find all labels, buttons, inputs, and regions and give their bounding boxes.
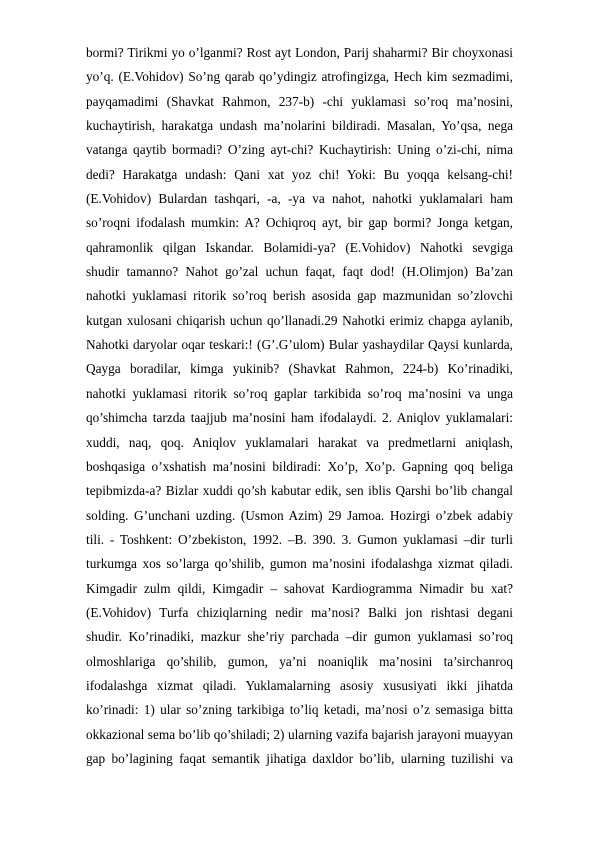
text-line-27: ifodalashga xizmat qiladi. Yuklamalarning asosiy xususiyati ikki jihatda <box>86 677 513 693</box>
text-line-8: so’roqni ifodalash mumkin: A? Ochiqroq ayt, bir gap bormi? Jonga ketgan, <box>86 215 513 231</box>
text-line-28: ko’rinadi: 1) ular so’zning tarkibiga to’liq ketadi, ma’nosi o’z semasiga bitta <box>86 702 513 718</box>
text-line-17: xuddi, naq, qoq. Aniqlov yuklamalari harakat va predmetlarni aniqlash, <box>86 434 513 450</box>
text-line-25: shudir. Ko’rinadiki, mazkur she’riy parchada –dir gumon yuklamasi so’roq <box>86 629 513 645</box>
text-line-26: olmoshlariga qo’shilib, gumon, ya’ni noaniqlik ma’nosini ta’sirchanroq <box>86 653 513 669</box>
text-line-13: Nahotki daryolar oqar teskari:! (G’.G’ulom) Bular yashaydilar Qaysi kunlarda, <box>86 337 513 353</box>
text-line-11: nahotki yuklamasi ritorik so’roq berish asosida gap mazmunidan so’zlovchi <box>86 288 513 304</box>
text-line-18: boshqasiga o’xshatish ma’nosini bildiradi: Xo’p, Xo’p. Gapning qoq beliga <box>86 458 513 474</box>
text-line-20: solding. G’unchani uzding. (Usmon Azim) 29 Jamoa. Hozirgi o’zbek adabiy <box>86 507 513 523</box>
text-line-4: kuchaytirish, harakatga undash ma’nolarini bildiradi. Masalan, Yo’qsa, nega <box>86 118 513 134</box>
text-line-9: qahramonlik qilgan Iskandar. Bolamidi-ya? (E.Vohidov) Nahotki sevgiga <box>86 239 513 255</box>
text-line-29: okkazional sema bo’lib qo’shiladi; 2) ularning vazifa bajarish jarayoni muayyan <box>86 726 513 742</box>
text-line-23: Kimgadir zulm qildi, Kimgadir – sahovat Kardiogramma Nimadir bu xat? <box>86 580 513 596</box>
text-line-10: shudir tamanno? Nahot go’zal uchun faqat, faqt dod! (H.Olimjon) Ba’zan <box>86 264 513 280</box>
text-line-6: dedi? Harakatga undash: Qani xat yoz chi! Yoki: Bu yoqqa kelsang-chi! <box>86 166 513 182</box>
text-line-2: yo’q. (E.Vohidov) So’ng qarab qo’ydingiz atrofingizga, Hech kim sezmadimi, <box>86 69 513 85</box>
document-page <box>86 41 513 771</box>
text-line-7: (E.Vohidov) Bulardan tashqari, -a, -ya va nahot, nahotki yuklamalari ham <box>86 191 513 207</box>
text-line-12: kutgan xulosani chiqarish uchun qo’llanadi.29 Nahotki erimiz chapga aylanib, <box>86 312 513 328</box>
text-line-3: payqamadimi (Shavkat Rahmon, 237-b) -chi yuklamasi so’roq ma’nosini, <box>86 93 513 109</box>
text-line-22: turkumga xos so’larga qo’shilib, gumon ma’nosini ifodalashga xizmat qiladi. <box>86 556 513 572</box>
text-line-30: gap bo’lagining faqat semantik jihatiga daxldor bo’lib, ularning tuzilishi va <box>86 750 513 766</box>
text-line-1: bormi? Tirikmi yo o’lganmi? Rost ayt London, Parij shaharmi? Bir choyxonasi <box>86 45 513 60</box>
text-line-21: tili. - Toshkent: O’zbekiston, 1992. –B. 390. 3. Gumon yuklamasi –dir turli <box>86 531 513 547</box>
text-line-19: tepibmizda-a? Bizlar xuddi qo’sh kabutar edik, sen iblis Qarshi bo’lib changal <box>86 483 513 499</box>
text-line-14: Qayga boradilar, kimga yukinib? (Shavkat Rahmon, 224-b) Ko’rinadiki, <box>86 361 513 377</box>
text-line-24: (E.Vohidov) Turfa chiziqlarning nedir ma’nosi? Balki jon rishtasi degani <box>86 604 513 620</box>
text-line-5: vatanga qaytib bormadi? O’zing ayt-chi? Kuchaytirish: Uning o’zi-chi, nima <box>86 142 513 158</box>
text-line-16: qo’shimcha tarzda taajjub ma’nosini ham ifodalaydi. 2. Aniqlov yuklamalari: <box>86 410 513 426</box>
body-text <box>86 41 513 771</box>
text-line-15: nahotki yuklamasi ritorik so’roq gaplar tarkibida so’roq ma’nosini va unga <box>86 385 513 401</box>
